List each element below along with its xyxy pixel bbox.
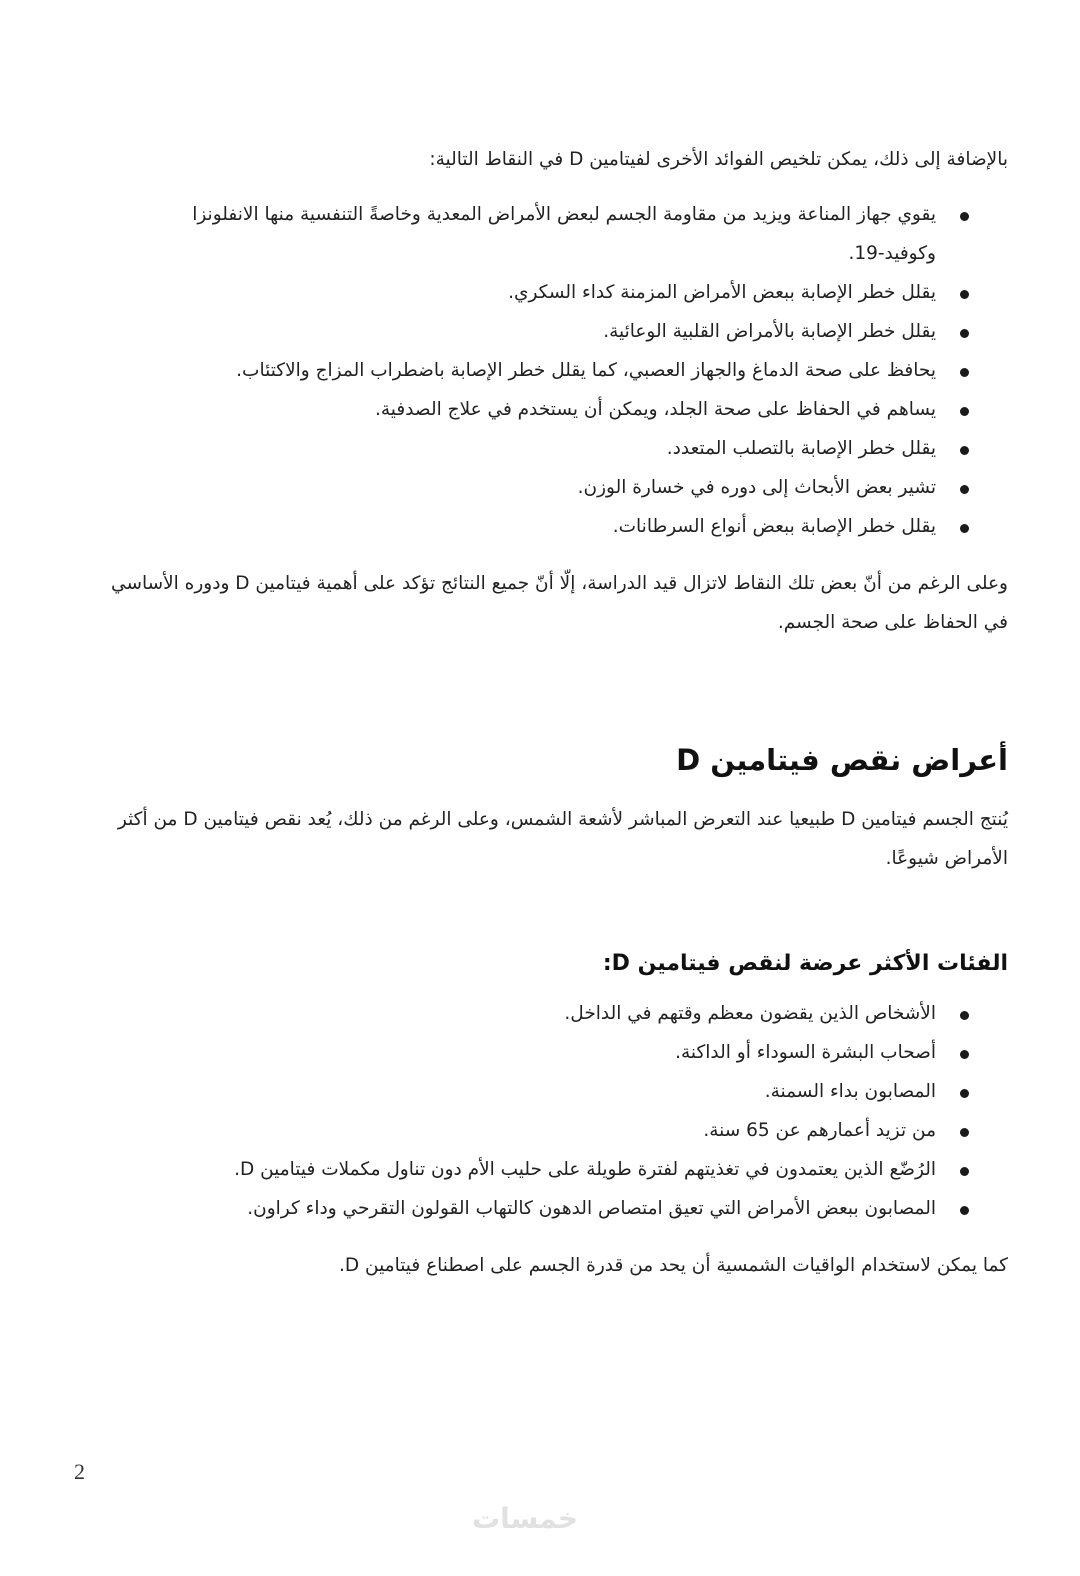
sunscreen-paragraph: كما يمكن لاستخدام الواقيات الشمسية أن يحد من قدرة الجسم على اصطناع فيتامين D. bbox=[338, 1255, 1008, 1276]
list-item bbox=[83, 1189, 1008, 1228]
list-item bbox=[83, 1072, 1008, 1111]
list-item-text: يقلل خطر الإصابة بالأمراض القلبية الوعائية. bbox=[603, 321, 936, 342]
list-item bbox=[173, 429, 1008, 468]
bullet-icon bbox=[960, 290, 969, 299]
bullet-icon bbox=[960, 1128, 969, 1137]
bullet-icon bbox=[960, 485, 969, 494]
list-item-text: يساهم في الحفاظ على صحة الجلد، ويمكن أن يستخدم في علاج الصدفية. bbox=[375, 399, 936, 420]
list-item bbox=[173, 351, 1008, 390]
benefits-list bbox=[173, 195, 1008, 546]
list-item-text: يقلل خطر الإصابة بالتصلب المتعدد. bbox=[666, 438, 936, 459]
page-number: 2 bbox=[74, 1459, 85, 1484]
bullet-icon bbox=[960, 368, 969, 377]
bullet-icon bbox=[960, 1011, 969, 1020]
bullet-icon bbox=[960, 524, 969, 533]
list-item-text: يقوي جهاز المناعة ويزيد من مقاومة الجسم لبعض الأمراض المعدية وخاصةً التنفسية منها الانفلونزا وكوفيد-19. bbox=[192, 204, 936, 264]
list-item bbox=[83, 1111, 1008, 1150]
list-item-text: تشير بعض الأبحاث إلى دوره في خسارة الوزن. bbox=[577, 477, 936, 498]
risk-groups-heading: الفئات الأكثر عرضة لنقص فيتامين D: bbox=[602, 951, 1008, 976]
section-heading: أعراض نقص فيتامين D bbox=[676, 743, 1008, 777]
bullet-icon bbox=[960, 212, 969, 221]
list-item bbox=[173, 390, 1008, 429]
list-item-text: من تزيد أعمارهم عن 65 سنة. bbox=[703, 1120, 936, 1141]
section-intro-paragraph: يُنتج الجسم فيتامين D طبيعيا عند التعرض المباشر لأشعة الشمس، وعلى الرغم من ذلك، يُعد نقص فيتامين D من أكثر الأمراض شيوعًا. bbox=[117, 809, 1008, 869]
intro-paragraph: بالإضافة إلى ذلك، يمكن تلخيص الفوائد الأخرى لفيتامين D في النقاط التالية: bbox=[429, 149, 1008, 170]
bullet-icon bbox=[960, 446, 969, 455]
list-item bbox=[173, 312, 1008, 351]
conclusion-paragraph: وعلى الرغم من أنّ بعض تلك النقاط لاتزال قيد الدراسة، إلّا أنّ جميع النتائج تؤكد على أهمية فيتامين D ودوره الأساسي في الحفاظ على صحة الجسم. bbox=[111, 573, 1008, 633]
list-item-text: الأشخاص الذين يقضون معظم وقتهم في الداخل. bbox=[564, 1003, 936, 1024]
bullet-icon bbox=[960, 1167, 969, 1176]
list-item-text: أصحاب البشرة السوداء أو الداكنة. bbox=[675, 1042, 936, 1063]
list-item bbox=[173, 195, 1008, 273]
watermark-logo: خمسات bbox=[472, 1502, 579, 1535]
list-item-text: يحافظ على صحة الدماغ والجهاز العصبي، كما يقلل خطر الإصابة باضطراب المزاج والاكتئاب. bbox=[236, 360, 936, 381]
list-item bbox=[173, 507, 1008, 546]
page-content bbox=[83, 140, 1008, 1285]
bullet-icon bbox=[960, 1089, 969, 1098]
risk-groups-list bbox=[83, 994, 1008, 1228]
bullet-icon bbox=[960, 329, 969, 338]
list-item-text: يقلل خطر الإصابة ببعض أنواع السرطانات. bbox=[612, 516, 936, 537]
list-item bbox=[83, 1150, 1008, 1189]
list-item-text: المصابون بداء السمنة. bbox=[764, 1081, 936, 1102]
bullet-icon bbox=[960, 1206, 969, 1215]
list-item bbox=[173, 468, 1008, 507]
bullet-icon bbox=[960, 407, 969, 416]
bullet-icon bbox=[960, 1050, 969, 1059]
list-item bbox=[83, 994, 1008, 1033]
list-item-text: يقلل خطر الإصابة ببعض الأمراض المزمنة كداء السكري. bbox=[508, 282, 936, 303]
list-item bbox=[173, 273, 1008, 312]
list-item-text: الرُضّع الذين يعتمدون في تغذيتهم لفترة طويلة على حليب الأم دون تناول مكملات فيتامين D. bbox=[234, 1159, 936, 1180]
list-item bbox=[83, 1033, 1008, 1072]
list-item-text: المصابون ببعض الأمراض التي تعيق امتصاص الدهون كالتهاب القولون التقرحي وداء كراون. bbox=[247, 1198, 936, 1219]
